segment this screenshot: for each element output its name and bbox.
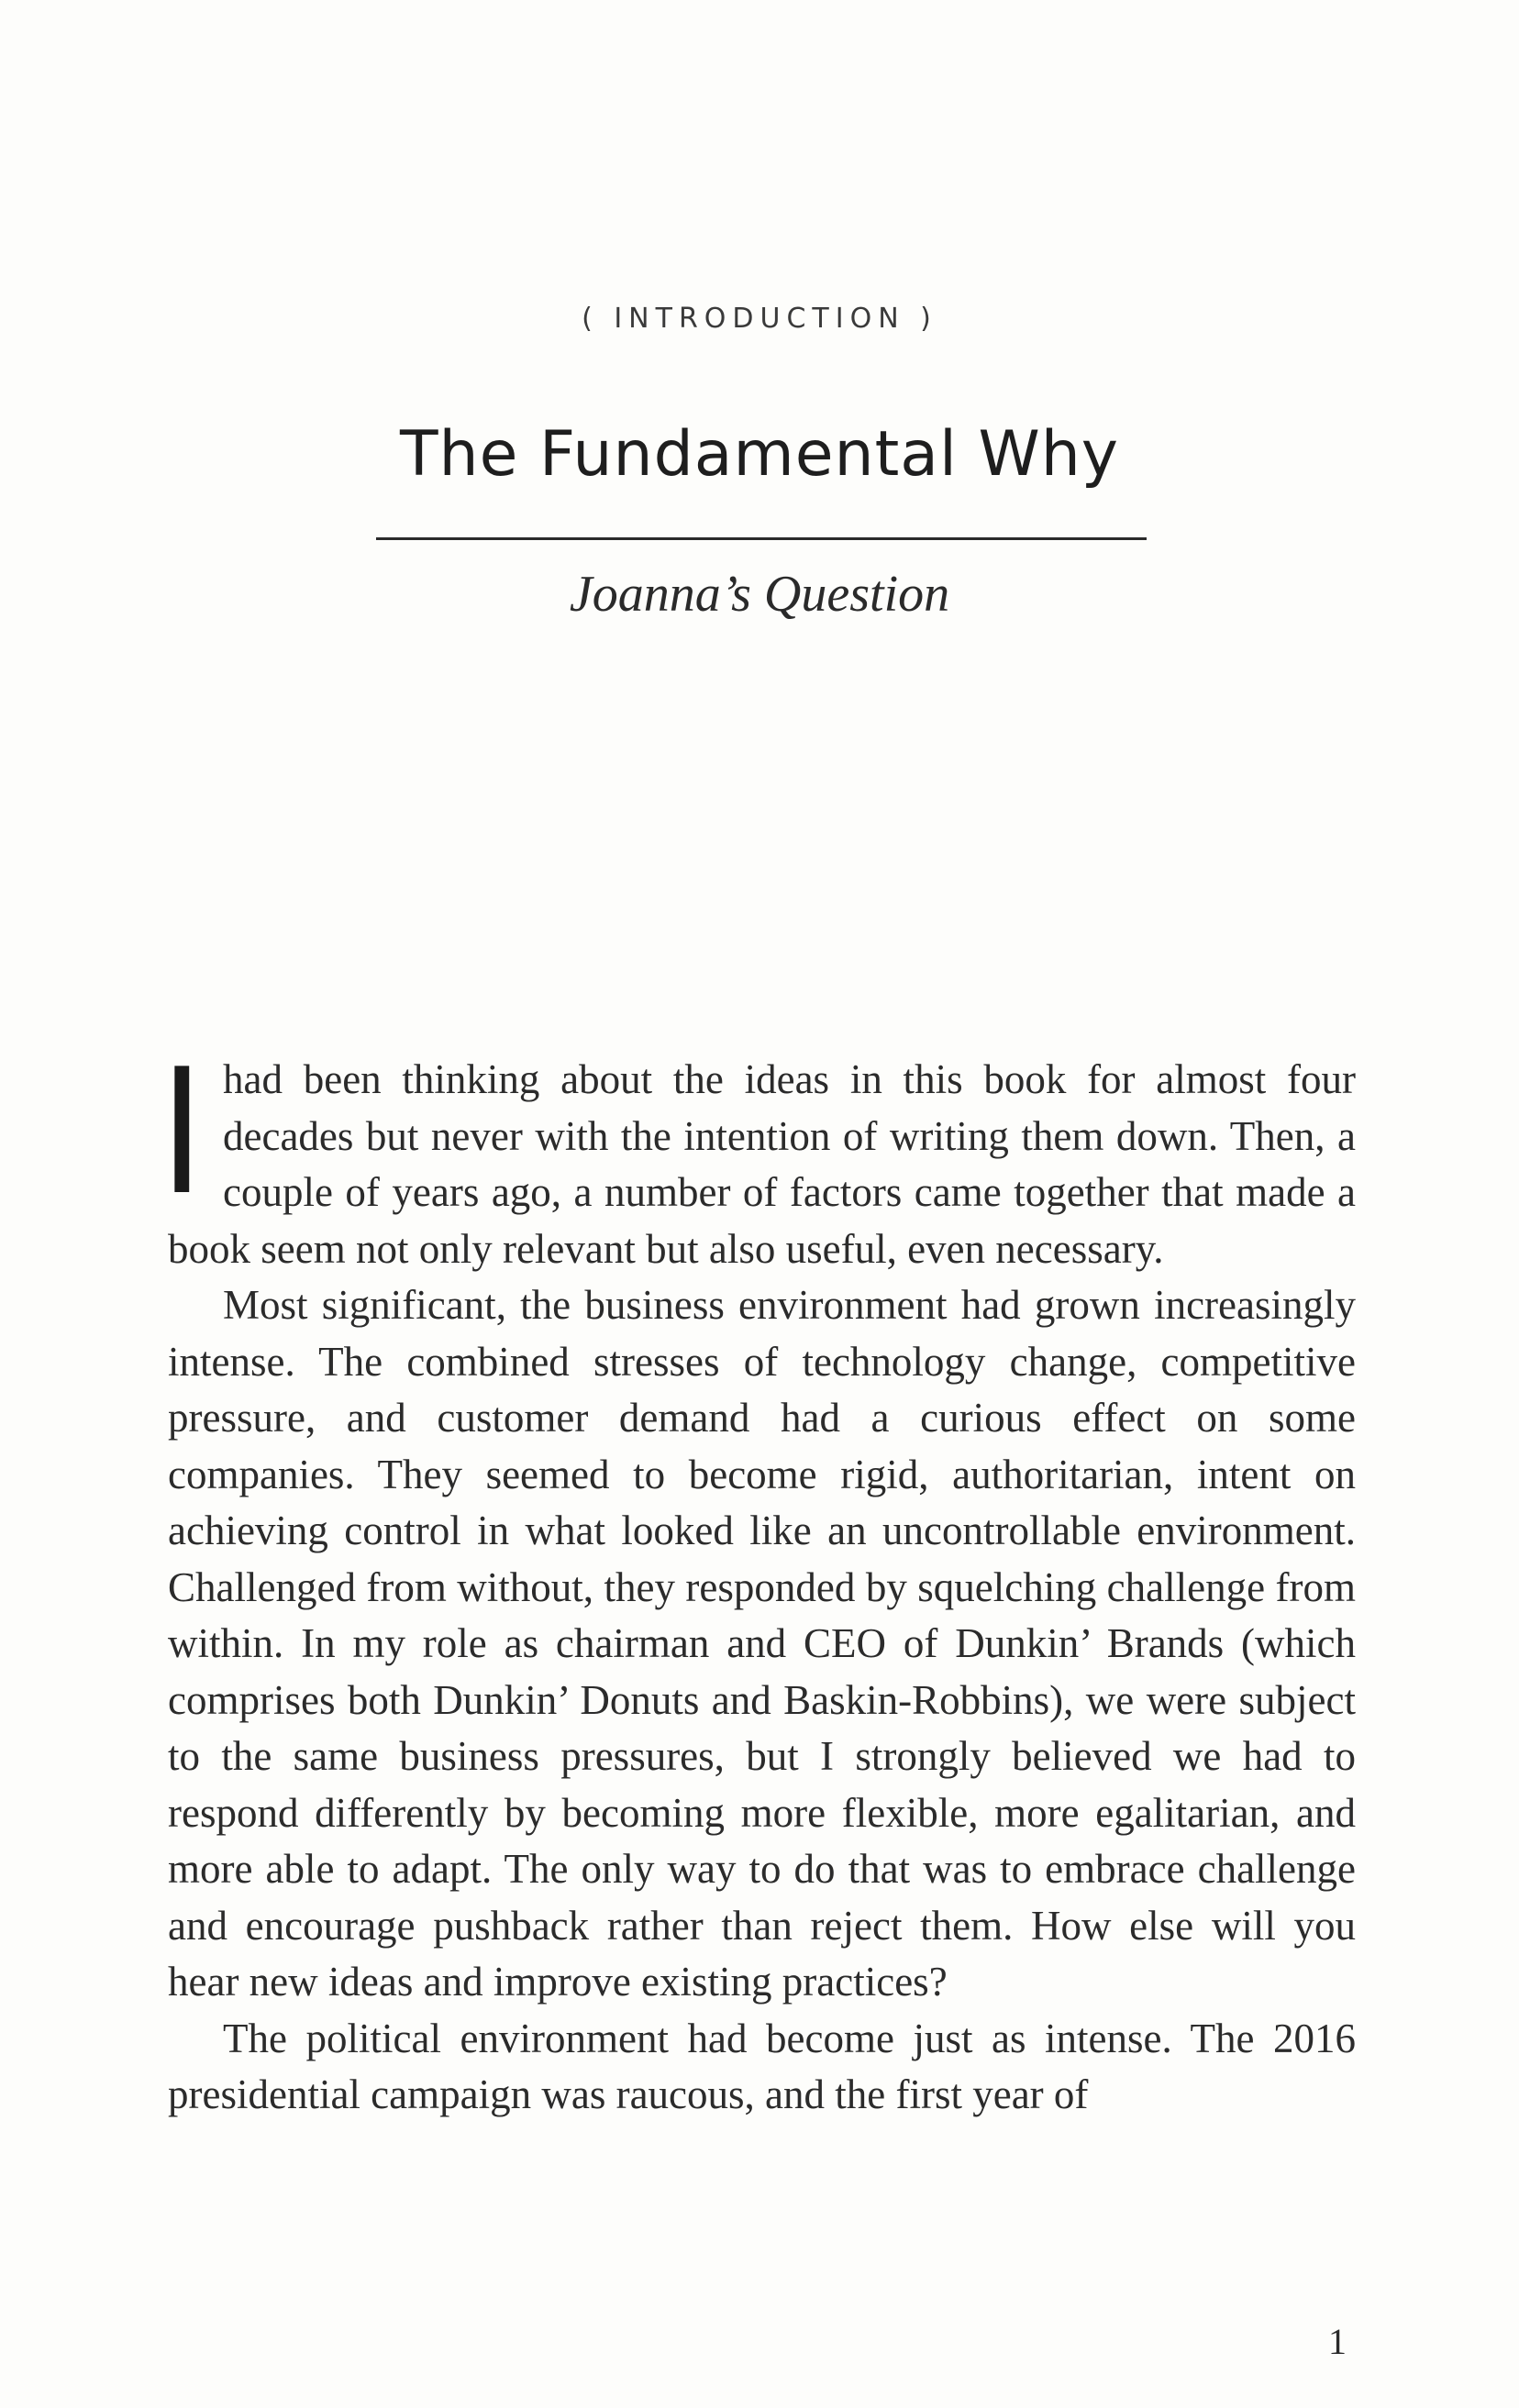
paragraph-2: Most significant, the business environment had grown increasingly intense. The combined stresses of technology change, competitive pressure, and customer demand had a curious effect on some companies. They seemed to become rigid, authoritarian, intent on achieving control in what looked like an uncontrollable environment. Challenged from without, they responded by squelching challenge from within. In my role as chairman and CEO of Dunkin’ Brands (which comprises both Dunkin’ Donuts and Baskin-Robbins), we were subject to the same business pressures, but I strongly believed we had to respond differently by becoming more flexible, more egalitarian, and more able to adapt. The only way to do that was to embrace challenge and encourage pushback rather than reject them. How else will you hear new ideas and improve existing practices? <box>168 1282 1356 2005</box>
page-number: 1 <box>1328 2321 1347 2362</box>
title-divider <box>376 537 1147 540</box>
chapter-title: The Fundamental Why <box>399 418 1120 491</box>
paragraph-1-text: had been thinking about the ideas in this book for almost four decades but never with the intention of writing them down. Then, a couple of years ago, a number of factors came together that made a book seem not only relevant but also useful, even necessary. <box>168 1056 1356 1272</box>
body-text <box>168 1027 1356 2124</box>
chapter-label: ( INTRODUCTION ) <box>582 303 937 335</box>
paragraph-3: The political environment had become just as intense. The 2016 presidential campaign was raucous, and the first year of <box>168 2015 1356 2117</box>
chapter-subtitle: Joanna’s Question <box>569 566 950 623</box>
drop-cap: I <box>168 1027 196 1232</box>
paragraph-1 <box>168 1027 1356 1277</box>
